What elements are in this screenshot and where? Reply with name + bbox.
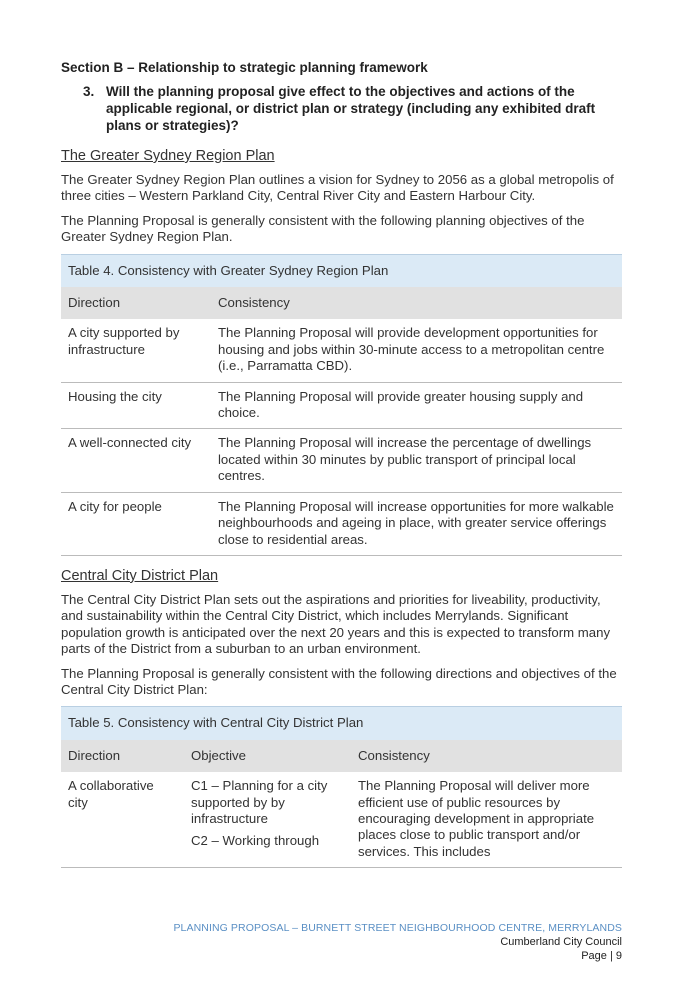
document-page — [61, 60, 622, 880]
region-plan-para-2: The Planning Proposal is generally consistent with the following planning objectives of the Greater Sydney Region Plan. — [61, 212, 585, 245]
objective-c2: C2 – Working through — [191, 833, 320, 849]
consistency-cell: The Planning Proposal will deliver more efficient use of public resources by encouraging development in appropriate places close to public transport and/or services. This includes — [351, 772, 622, 868]
section-heading: Section B – Relationship to strategic planning framework — [61, 60, 428, 75]
direction-cell: A collaborative city — [61, 772, 184, 868]
table-5-header-objective: Objective — [184, 740, 351, 772]
footer-document-title: PLANNING PROPOSAL – BURNETT STREET NEIGHBOURHOOD CENTRE, MERRYLANDS — [173, 922, 622, 934]
table-5-header-direction: Direction — [61, 740, 184, 772]
consistency-cell: The Planning Proposal will increase the percentage of dwellings located within 30 minutes by public transport of principal local centres. — [211, 429, 622, 492]
region-plan-para-1: The Greater Sydney Region Plan outlines a vision for Sydney to 2056 as a global metropolis of three cities – Western Parkland City, Central River City and Eastern Harbour City. — [61, 172, 614, 204]
district-plan-heading: Central City District Plan — [61, 567, 219, 584]
direction-cell: A well-connected city — [61, 429, 211, 492]
direction-cell: A city supported by infrastructure — [61, 319, 211, 382]
table-row — [61, 492, 622, 555]
question-number: 3. — [83, 84, 95, 99]
district-plan-para-1: The Central City District Plan sets out the aspirations and priorities for liveability, productivity, and sustainability within the Central City District, which includes Merrylands. Significant population growth is anticipated over the next 20 years and this is expected to transform many parts of the District from a suburban to an urban environment. — [61, 591, 611, 657]
district-plan-para-2: The Planning Proposal is generally consistent with the following directions and objectives of the Central City District Plan: — [61, 665, 617, 697]
objective-c1: C1 – Planning for a city supported by by infrastructure — [191, 778, 328, 826]
page-footer — [173, 921, 622, 963]
consistency-cell: The Planning Proposal will increase opportunities for more walkable neighbourhoods and ageing in place, with greater service offerings close to residential areas. — [211, 492, 622, 555]
footer-council-name: Cumberland City Council — [500, 936, 622, 948]
table-4-header-direction: Direction — [61, 287, 211, 319]
direction-cell: A city for people — [61, 492, 211, 555]
region-plan-heading: The Greater Sydney Region Plan — [61, 148, 275, 164]
table-row — [61, 319, 622, 382]
consistency-cell: The Planning Proposal will provide development opportunities for housing and jobs within 30-minute access to a metropolitan centre (i.e., Parramatta CBD). — [211, 319, 622, 382]
table-row — [61, 429, 622, 492]
table-5-header-consistency: Consistency — [351, 740, 622, 772]
table-4-caption: Table 4. Consistency with Greater Sydney Region Plan — [61, 254, 622, 287]
table-4-header-consistency: Consistency — [211, 287, 622, 319]
table-5 — [61, 706, 622, 868]
table-row — [61, 382, 622, 429]
objective-cell — [184, 772, 351, 868]
table-5-caption: Table 5. Consistency with Central City District Plan — [61, 707, 622, 740]
consistency-cell: The Planning Proposal will provide greater housing supply and choice. — [211, 382, 622, 429]
question — [83, 83, 622, 134]
question-text: Will the planning proposal give effect to the objectives and actions of the applicable regional, or district plan or strategy (including any exhibited draft plans or strategies)? — [106, 84, 596, 133]
table-4 — [61, 254, 622, 556]
table-row — [61, 772, 622, 868]
footer-page-number: Page | 9 — [581, 950, 622, 962]
direction-cell: Housing the city — [61, 382, 211, 429]
